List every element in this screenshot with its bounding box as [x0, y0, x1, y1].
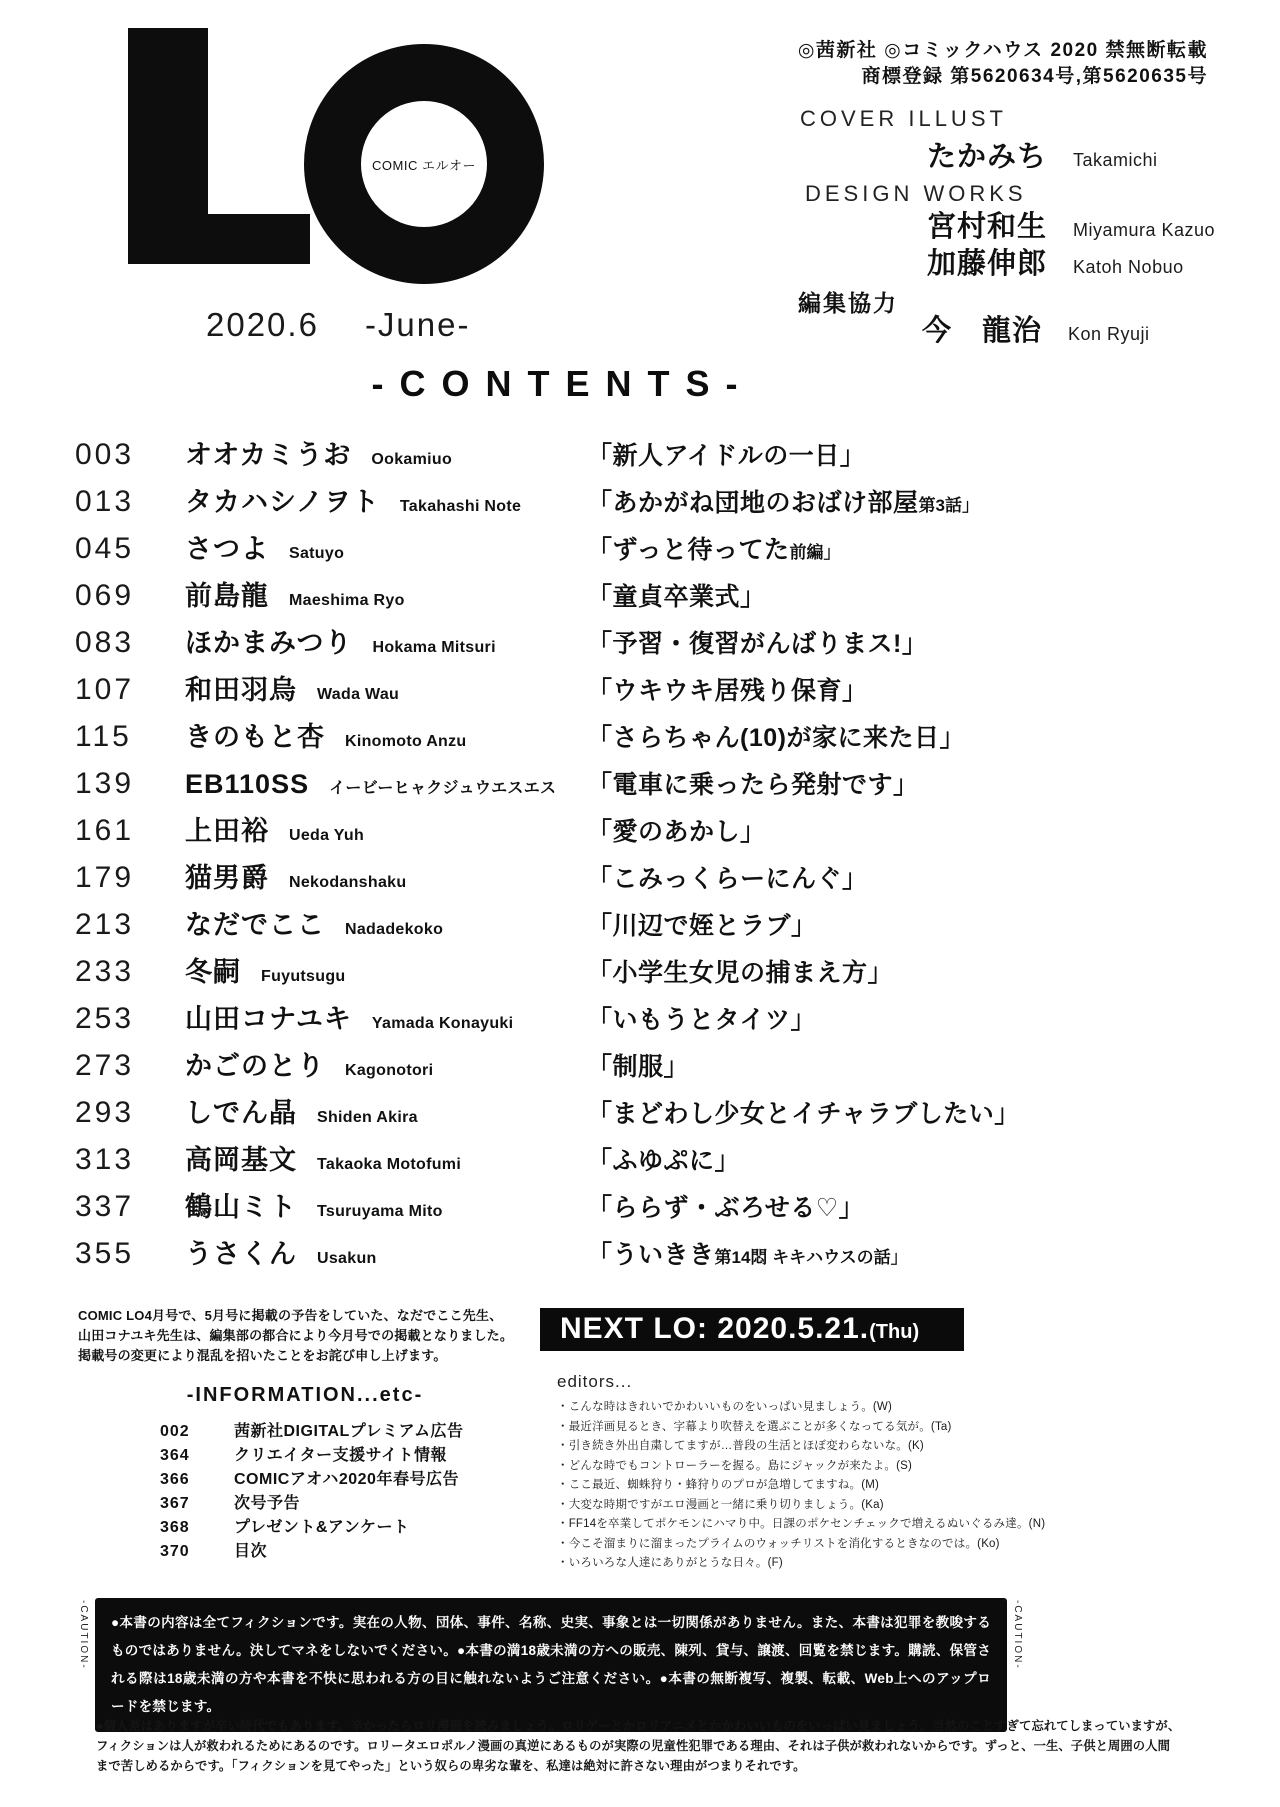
toc-artist-romaji: Takahashi Note	[399, 498, 522, 515]
information-label: プレゼント&アンケート	[234, 1519, 410, 1536]
footnote-line: フィクションは人が救われるためにあるのです。ロリータエロポルノ漫画の真逆にあるものが実際の児童性犯罪である理由、それは子供が救われないからです。ずっと、一生、子供と周囲の人間	[96, 1739, 1170, 1753]
information-label: COMICアオハ2020年春号広告	[234, 1471, 459, 1488]
designer-romaji: Miyamura Kazuo	[1073, 220, 1216, 240]
edit-cooperation-label: 編集協力	[798, 290, 898, 316]
caution-side-label-left: -CAUTION-	[78, 1600, 89, 1670]
toc-artist-romaji: Ueda Yuh	[289, 827, 365, 844]
toc-row	[75, 525, 1215, 572]
toc-title-cell	[587, 1185, 1215, 1232]
toc-title-cell	[587, 997, 1215, 1044]
editor-note: ・引き続き外出自粛してますが…普段の生活とほぼ変わらないな。(K)	[557, 1440, 924, 1452]
editor-note: ・こんな時はきれいでかわいいものをいっぱい見ましょう。(W)	[557, 1401, 893, 1413]
editorial-footnote	[96, 1716, 1196, 1776]
edit-cooperation-romaji: Kon Ryuji	[1068, 324, 1150, 344]
next-issue-banner	[540, 1308, 964, 1351]
copyright-line1: ◎茜新社 ◎コミックハウス 2020 禁無断転載	[797, 40, 1208, 61]
toc-row	[75, 666, 1215, 713]
toc-title-cell	[587, 480, 1215, 529]
cover-artist-name: たかみち	[927, 141, 1048, 173]
toc-row	[75, 948, 1215, 995]
toc-artist-name: 上田裕	[185, 816, 269, 846]
toc-title-cell	[587, 621, 1215, 668]
toc-artist-romaji: Tsuruyama Mito	[317, 1203, 443, 1220]
copyright-line2: 商標登録 第5620634号,第5620635号	[861, 66, 1208, 87]
designer-row	[927, 241, 1215, 278]
toc-artist-cell	[185, 1137, 587, 1188]
toc-title-sub: 第3話」	[918, 496, 979, 515]
toc-artist-cell	[185, 996, 587, 1047]
toc-row	[75, 807, 1215, 854]
edit-cooperation-name: 今 龍治	[922, 315, 1043, 347]
footnote-line: ●個人差はありますが辛い時代でもあります。辛かったらロリ漫画を読みましょう。ロリゲーとかロリアニメとかかわいいものをいっぱい見ましょう。当然のことすぎて忘れてしまっていますが、	[96, 1719, 1181, 1733]
toc-artist-cell	[185, 526, 587, 577]
logo-letter-o	[304, 44, 544, 284]
caution-side-label-right: -CAUTION-	[1012, 1600, 1023, 1670]
toc-title-cell	[587, 433, 1215, 480]
toc-title-sub: 第14悶 キキハウスの話」	[714, 1248, 908, 1267]
toc-artist-cell	[185, 949, 587, 1000]
information-label: 次号予告	[234, 1495, 301, 1512]
information-heading: -INFORMATION...etc-	[186, 1384, 424, 1406]
toc-title: 「さらちゃん(10)が家に来た日」	[587, 724, 965, 752]
edit-cooperation-row	[922, 308, 1150, 349]
toc-artist-cell	[185, 479, 587, 530]
editor-note: ・大変な時期ですがエロ漫画と一緒に乗り切りましょう。(Ka)	[557, 1498, 884, 1511]
cover-artist-row	[927, 134, 1158, 175]
toc-title-cell	[587, 903, 1215, 950]
toc-row	[75, 901, 1215, 948]
editor-note: ・どんな時でもコントローラーを握る。島にジャックが来たよ。(S)	[557, 1459, 912, 1472]
information-row	[160, 1468, 464, 1492]
toc-title: 「ららず・ぶろせる♡」	[587, 1194, 865, 1222]
toc-page-number: 083	[75, 626, 135, 659]
information-row	[160, 1492, 464, 1516]
toc-title: 「新人アイドルの一日」	[587, 442, 866, 470]
toc-page-number: 115	[75, 720, 132, 753]
toc-page-number: 069	[75, 579, 135, 612]
toc-artist-name: きのもと杏	[185, 722, 325, 752]
information-page-number: 368	[160, 1519, 190, 1536]
toc-artist-name: さつよ	[185, 534, 269, 564]
toc-title-cell	[587, 856, 1215, 903]
toc-page-number: 107	[75, 673, 135, 706]
toc-artist-cell	[185, 432, 587, 483]
information-page-number: 370	[160, 1543, 190, 1560]
editor-note: ・ここ最近、蜘蛛狩り・蜂狩りのプロが急増してますね。(M)	[557, 1479, 880, 1491]
information-row	[160, 1540, 464, 1564]
toc-artist-name: ほかまみつり	[185, 628, 353, 658]
toc-artist-name: うさくん	[185, 1239, 297, 1269]
next-issue-weekday: (Thu)	[869, 1321, 920, 1343]
toc-title: 「小学生女児の捕まえ方」	[587, 959, 894, 987]
notice-line: 山田コナユキ先生は、編集部の都合により今月号での掲載となりました。	[78, 1328, 514, 1343]
toc-artist-cell	[185, 1184, 587, 1235]
toc-page-number: 233	[75, 955, 135, 988]
toc-title-cell	[587, 809, 1215, 856]
information-page-number: 364	[160, 1447, 190, 1464]
toc-title-cell	[587, 762, 1215, 809]
toc-artist-cell	[185, 855, 587, 906]
toc-artist-cell	[185, 1231, 587, 1282]
toc-artist-romaji: Fuyutsugu	[261, 968, 346, 985]
toc-artist-cell	[185, 761, 587, 812]
editors-heading: editors...	[557, 1372, 633, 1391]
logo-subtitle: COMIC エルオー	[372, 157, 476, 173]
toc-row	[75, 854, 1215, 901]
toc-row	[75, 572, 1215, 619]
information-label: 目次	[234, 1543, 268, 1560]
next-issue-date: NEXT LO: 2020.5.21.	[560, 1312, 870, 1345]
toc-page-number: 293	[75, 1096, 135, 1129]
toc-artist-name: 山田コナユキ	[185, 1004, 352, 1034]
toc-title-cell	[587, 1232, 1215, 1281]
toc-artist-cell	[185, 714, 587, 765]
toc-row	[75, 1230, 1215, 1277]
toc-artist-romaji: Nadadekoko	[345, 921, 444, 938]
toc-artist-romaji: Shiden Akira	[317, 1109, 418, 1126]
editor-note: ・いろいろな人達にありがとうな日々。(F)	[557, 1557, 783, 1569]
toc-artist-name: しでん晶	[185, 1098, 297, 1128]
toc-artist-name: タカハシノヲト	[185, 487, 380, 517]
toc-artist-romaji: Maeshima Ryo	[289, 592, 405, 609]
toc-artist-romaji: Satuyo	[289, 545, 345, 562]
editors-notes-list	[557, 1398, 1046, 1574]
toc-title-cell	[587, 950, 1215, 997]
toc-page-number: 273	[75, 1049, 135, 1082]
toc-title: 「予習・復習がんばりまス!」	[587, 630, 928, 658]
issue-month: -June-	[364, 306, 471, 343]
toc-page-number: 253	[75, 1002, 135, 1035]
toc-row	[75, 713, 1215, 760]
toc-artist-cell	[185, 1090, 587, 1141]
toc-artist-cell	[185, 902, 587, 953]
toc-title-cell	[587, 574, 1215, 621]
toc-artist-cell	[185, 667, 587, 718]
notice-line: COMIC LO4月号で、5月号に掲載の予告をしていた、なだでここ先生、	[78, 1308, 503, 1323]
editor-note: ・FF14を卒業してポケモンにハマり中。日課のポケセンチェックで増えるぬいぐるみ達。(N)	[557, 1518, 1046, 1530]
toc-artist-name: オオカミうお	[185, 440, 352, 470]
toc-artist-name: 冬嗣	[185, 957, 241, 987]
logo-letter-l-foot	[128, 214, 310, 264]
toc-artist-romaji: Nekodanshaku	[289, 874, 407, 891]
toc-artist-name: 前島龍	[185, 581, 269, 611]
toc-row	[75, 1136, 1215, 1183]
schedule-change-notice	[78, 1306, 548, 1366]
toc-title: 「こみっくらーにんぐ」	[587, 865, 868, 893]
designer-romaji: Katoh Nobuo	[1073, 257, 1184, 277]
information-row	[160, 1420, 464, 1444]
toc-page-number: 313	[75, 1143, 135, 1176]
toc-title: 「電車に乗ったら発射です」	[587, 771, 919, 799]
editor-note: ・最近洋画見るとき、字幕より吹替えを選ぶことが多くなってる気が。(Ta)	[557, 1420, 952, 1433]
toc-artist-cell	[185, 1043, 587, 1094]
information-row	[160, 1516, 464, 1540]
toc-artist-romaji: Wada Wau	[317, 686, 400, 703]
designer-list	[927, 204, 1215, 278]
toc-title: 「ういきき	[587, 1241, 715, 1269]
toc-row	[75, 995, 1215, 1042]
toc-row	[75, 1042, 1215, 1089]
caution-disclaimer: ●本書の内容は全てフィクションです。実在の人物、団体、事件、名称、史実、事象とは一切関係がありません。また、本書は犯罪を教唆するものではありません。決してマネをしないでください。●本書の満18歳未満の方への販売、陳列、貸与、譲渡、回覧を禁じます。購読、保管される際は18歳未満の方や本書を不快に思われる方の目に触れないようご注意ください。●本書の無断複写、複製、転載、Web上へのアップロードを禁じます。	[95, 1598, 1007, 1732]
designer-row	[927, 204, 1215, 241]
toc-artist-romaji: Yamada Konayuki	[371, 1015, 514, 1032]
toc-row	[75, 478, 1215, 525]
toc-artist-romaji: Usakun	[317, 1250, 377, 1267]
toc-title: 「まどわし少女とイチャラブしたい」	[587, 1100, 1020, 1128]
toc-title: 「あかがね団地のおばけ部屋	[587, 489, 919, 517]
cover-artist-romaji: Takamichi	[1073, 150, 1158, 170]
information-page-number: 367	[160, 1495, 190, 1512]
toc-page-number: 003	[75, 438, 135, 471]
information-row	[160, 1444, 464, 1468]
toc-row	[75, 760, 1215, 807]
toc-title: 「愛のあかし」	[587, 818, 766, 846]
toc-title-cell	[587, 715, 1215, 762]
toc-artist-romaji: イービーヒャクジュウエスエス	[329, 780, 557, 797]
copyright-block	[700, 38, 1208, 90]
issue-number: 2020.6	[206, 306, 319, 343]
table-of-contents	[75, 431, 1215, 1277]
information-list	[160, 1420, 464, 1564]
toc-artist-name: 猫男爵	[185, 863, 269, 893]
toc-row	[75, 1089, 1215, 1136]
toc-artist-romaji: Kinomoto Anzu	[345, 733, 467, 750]
toc-artist-romaji: Hokama Mitsuri	[372, 639, 496, 656]
toc-artist-romaji: Ookamiuo	[371, 451, 453, 468]
toc-row	[75, 431, 1215, 478]
toc-title: 「ずっと待ってた	[587, 536, 790, 564]
lo-logo	[128, 28, 558, 300]
information-label: クリエイター支援サイト情報	[234, 1447, 448, 1464]
toc-artist-name: 鶴山ミト	[185, 1192, 297, 1222]
information-label: 茜新社DIGITALプレミアム広告	[234, 1423, 464, 1440]
toc-page-number: 013	[75, 485, 135, 518]
toc-artist-romaji: Kagonotori	[345, 1062, 434, 1079]
toc-page-number: 161	[75, 814, 135, 847]
toc-title: 「ふゆぷに」	[587, 1147, 741, 1175]
toc-row	[75, 619, 1215, 666]
toc-title-cell	[587, 1091, 1215, 1138]
toc-title-cell	[587, 1138, 1215, 1185]
information-page-number: 002	[160, 1423, 190, 1440]
toc-title: 「いもうとタイツ」	[587, 1006, 817, 1034]
toc-page-number: 355	[75, 1237, 135, 1270]
cover-illust-label: COVER ILLUST	[800, 106, 1007, 131]
design-works-label: DESIGN WORKS	[805, 181, 1027, 206]
toc-page-number: 179	[75, 861, 135, 894]
toc-artist-name: EB110SS	[185, 769, 310, 799]
information-page-number: 366	[160, 1471, 190, 1488]
editor-note: ・今こそ溜まりに溜まったプライムのウォッチリストを消化するときなのでは。(Ko)	[557, 1537, 1000, 1550]
designer-name: 宮村和生	[927, 211, 1048, 243]
toc-page-number: 337	[75, 1190, 135, 1223]
toc-title: 「童貞卒業式」	[587, 583, 766, 611]
toc-artist-name: かごのとり	[185, 1051, 325, 1081]
issue-date	[206, 306, 470, 344]
toc-row	[75, 1183, 1215, 1230]
toc-page-number: 139	[75, 767, 135, 800]
toc-artist-cell	[185, 620, 587, 671]
toc-artist-romaji: Takaoka Motofumi	[317, 1156, 462, 1173]
toc-title: 「川辺で姪とラブ」	[587, 912, 817, 940]
toc-artist-cell	[185, 573, 587, 624]
footnote-line: まで苦しめるからです。「フィクションを見てやった」という奴らの卑劣な輩を、私達は絶対に許さない理由がつまりそれです。	[96, 1759, 806, 1773]
toc-artist-name: なだでここ	[185, 910, 325, 940]
toc-artist-name: 高岡基文	[185, 1145, 297, 1175]
toc-title: 「ウキウキ居残り保育」	[587, 677, 868, 705]
toc-title: 「制服」	[587, 1053, 690, 1081]
toc-title-cell	[587, 1044, 1215, 1091]
toc-page-number: 213	[75, 908, 135, 941]
contents-heading: - C O N T E N T S -	[371, 363, 741, 404]
toc-page-number: 045	[75, 532, 135, 565]
notice-line: 掲載号の変更により混乱を招いたことをお詫び申し上げます。	[78, 1348, 447, 1363]
toc-title-cell	[587, 527, 1215, 576]
toc-artist-name: 和田羽烏	[185, 675, 297, 705]
designer-name: 加藤伸郎	[927, 248, 1048, 280]
toc-artist-cell	[185, 808, 587, 859]
toc-title-cell	[587, 668, 1215, 715]
toc-title-sub: 前編」	[789, 543, 841, 562]
